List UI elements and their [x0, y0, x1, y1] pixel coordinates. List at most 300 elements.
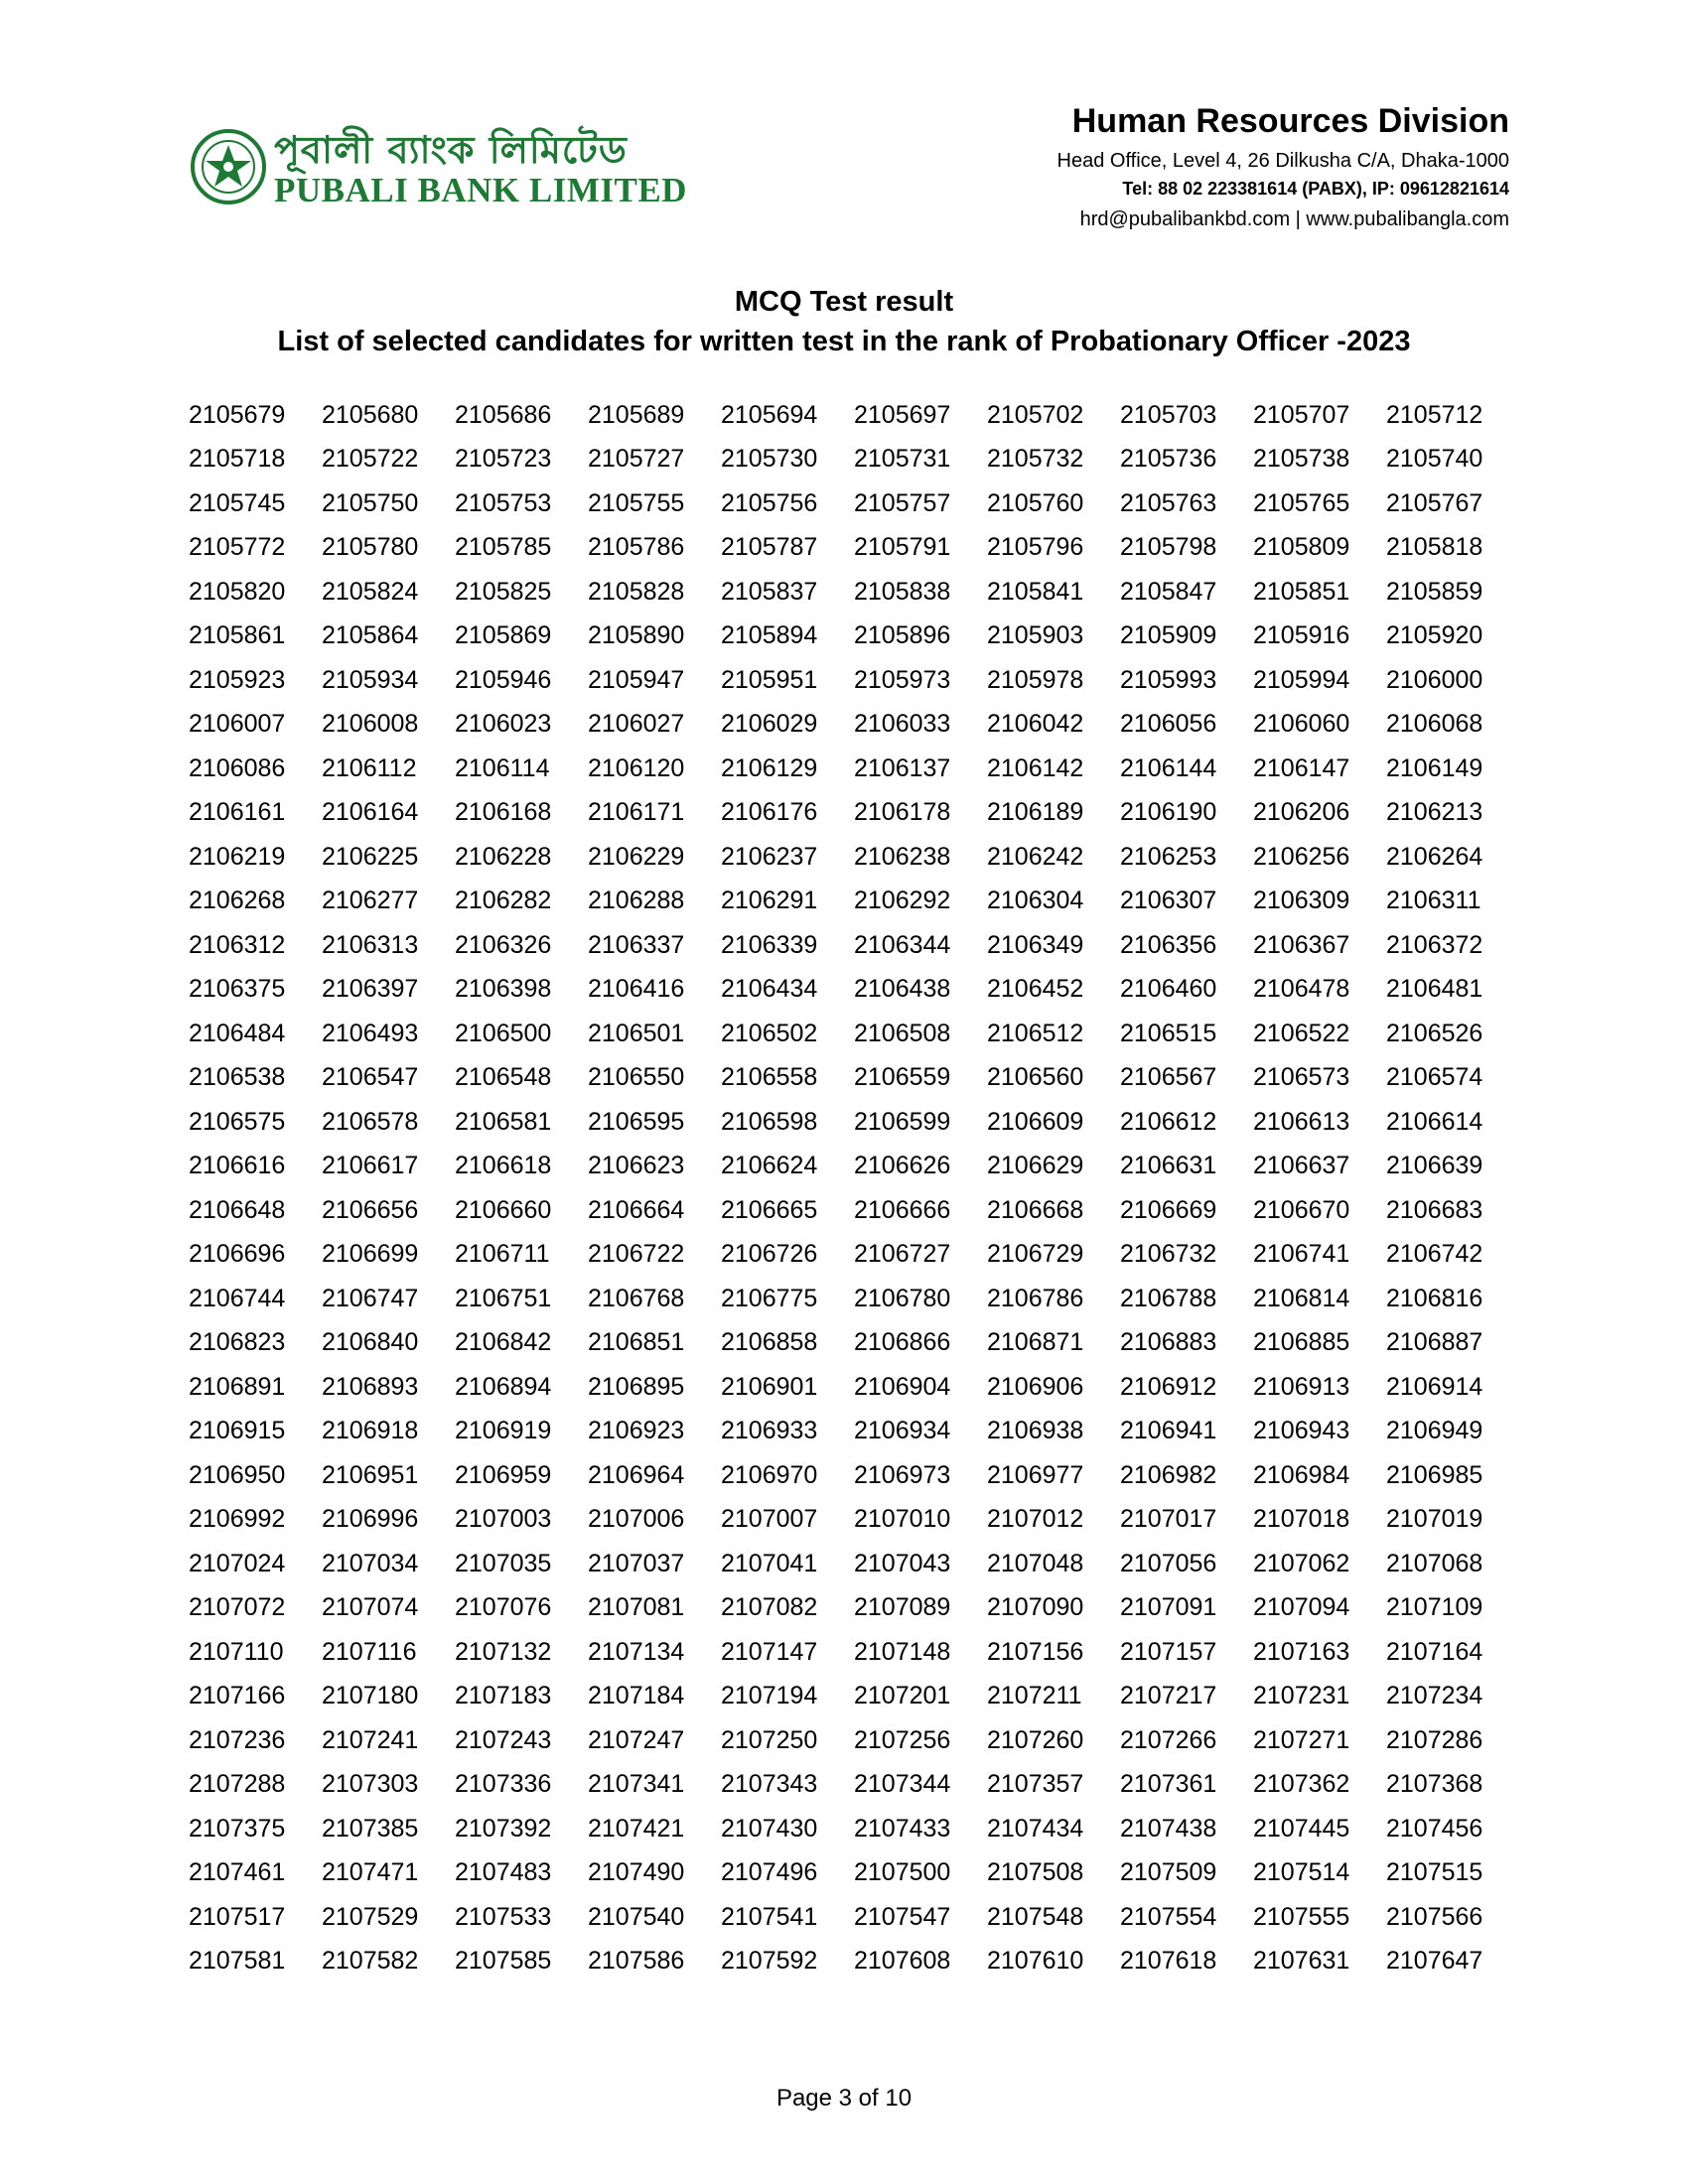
roll-number: 2106526 [1386, 1019, 1483, 1047]
roll-number: 2107062 [1253, 1549, 1350, 1577]
roll-number: 2105946 [455, 665, 552, 694]
roll-number: 2106337 [588, 930, 685, 959]
roll-number: 2107241 [322, 1725, 419, 1754]
roll-number: 2107164 [1386, 1637, 1483, 1666]
roll-number: 2106213 [1386, 798, 1483, 827]
roll-number: 2107456 [1386, 1814, 1483, 1843]
roll-number: 2105859 [1386, 577, 1483, 606]
candidate-roll-grid [189, 393, 1519, 1983]
roll-number: 2106669 [1120, 1195, 1217, 1224]
roll-number: 2106883 [1120, 1328, 1217, 1357]
roll-number: 2105740 [1386, 445, 1483, 474]
roll-number: 2106548 [455, 1063, 552, 1092]
roll-number: 2106742 [1386, 1240, 1483, 1269]
roll-number: 2107134 [588, 1637, 685, 1666]
roll-number: 2106751 [455, 1284, 552, 1312]
roll-number: 2107068 [1386, 1549, 1483, 1577]
table-row [189, 1277, 1519, 1321]
roll-number: 2105712 [1386, 400, 1483, 429]
table-row [189, 1542, 1519, 1586]
roll-number: 2106943 [1253, 1417, 1350, 1445]
roll-number: 2106912 [1120, 1372, 1217, 1401]
roll-number: 2105767 [1386, 488, 1483, 517]
roll-number: 2107110 [189, 1637, 284, 1666]
roll-number: 2106631 [1120, 1152, 1217, 1180]
roll-number: 2106768 [588, 1284, 685, 1312]
roll-number: 2106934 [854, 1417, 951, 1445]
roll-number: 2106618 [455, 1152, 552, 1180]
roll-number: 2107610 [987, 1947, 1084, 1976]
roll-number: 2106242 [987, 842, 1084, 871]
roll-number: 2107234 [1386, 1682, 1483, 1710]
roll-number: 2106904 [854, 1372, 951, 1401]
roll-number: 2105702 [987, 400, 1084, 429]
roll-number: 2105841 [987, 577, 1084, 606]
roll-number: 2105718 [189, 445, 286, 474]
roll-number: 2106164 [322, 798, 419, 827]
roll-number: 2107445 [1253, 1814, 1350, 1843]
roll-number: 2105703 [1120, 400, 1217, 429]
table-row [189, 835, 1519, 880]
roll-number: 2105723 [455, 445, 552, 474]
roll-number: 2106176 [721, 798, 818, 827]
roll-number: 2106508 [854, 1019, 951, 1047]
roll-number: 2107148 [854, 1637, 951, 1666]
page-number: Page 3 of 10 [775, 2085, 913, 2112]
roll-number: 2105909 [1120, 621, 1217, 650]
table-row [189, 1586, 1519, 1631]
roll-number: 2106893 [322, 1372, 419, 1401]
roll-number: 2106914 [1386, 1372, 1483, 1401]
roll-number: 2107091 [1120, 1593, 1217, 1622]
roll-number: 2106933 [721, 1417, 818, 1445]
roll-number: 2107090 [987, 1593, 1084, 1622]
roll-number: 2107361 [1120, 1770, 1217, 1799]
roll-number: 2106550 [588, 1063, 685, 1092]
roll-number: 2107081 [588, 1593, 685, 1622]
roll-number: 2105903 [987, 621, 1084, 650]
roll-number: 2106304 [987, 887, 1084, 915]
division-name: Human Resources Division [1071, 102, 1509, 140]
roll-number: 2106866 [854, 1328, 951, 1357]
roll-number: 2106938 [987, 1417, 1084, 1445]
roll-number: 2106397 [322, 975, 419, 1004]
roll-number: 2106042 [987, 710, 1084, 739]
roll-number: 2107461 [189, 1858, 286, 1887]
roll-number: 2107647 [1386, 1947, 1483, 1976]
roll-number: 2105686 [455, 400, 552, 429]
roll-number: 2106452 [987, 975, 1084, 1004]
roll-number: 2106375 [189, 975, 286, 1004]
roll-number: 2105689 [588, 400, 685, 429]
roll-number: 2106949 [1386, 1417, 1483, 1445]
roll-number: 2106964 [588, 1460, 685, 1489]
roll-number: 2106288 [588, 887, 685, 915]
roll-number: 2106851 [588, 1328, 685, 1357]
roll-number: 2106171 [588, 798, 685, 827]
roll-number: 2107024 [189, 1549, 286, 1577]
roll-number: 2106623 [588, 1152, 685, 1180]
roll-number: 2107217 [1120, 1682, 1217, 1710]
roll-number: 2105791 [854, 533, 951, 562]
roll-number: 2105796 [987, 533, 1084, 562]
roll-number: 2106624 [721, 1152, 818, 1180]
roll-number: 2107043 [854, 1549, 951, 1577]
roll-number: 2106309 [1253, 887, 1350, 915]
roll-number: 2107529 [322, 1902, 419, 1931]
roll-number: 2107156 [987, 1637, 1084, 1666]
roll-number: 2105923 [189, 665, 286, 694]
table-row [189, 1807, 1519, 1851]
roll-number: 2106060 [1253, 710, 1350, 739]
roll-number: 2107303 [322, 1770, 419, 1799]
table-row [189, 570, 1519, 614]
roll-number: 2107357 [987, 1770, 1084, 1799]
roll-number: 2105738 [1253, 445, 1350, 474]
roll-number: 2106992 [189, 1505, 286, 1534]
roll-number: 2107433 [854, 1814, 951, 1843]
roll-number: 2106573 [1253, 1063, 1350, 1092]
roll-number: 2107517 [189, 1902, 286, 1931]
roll-number: 2107183 [455, 1682, 552, 1710]
roll-number: 2106891 [189, 1372, 286, 1401]
table-row [189, 1498, 1519, 1543]
roll-number: 2106029 [721, 710, 818, 739]
roll-number: 2106027 [588, 710, 685, 739]
roll-number: 2106515 [1120, 1019, 1217, 1047]
roll-number: 2105896 [854, 621, 951, 650]
table-row [189, 747, 1519, 791]
letterhead-info [1057, 99, 1509, 236]
roll-number: 2107430 [721, 1814, 818, 1843]
roll-number: 2107266 [1120, 1725, 1217, 1754]
roll-number: 2107392 [455, 1814, 552, 1843]
table-row [189, 1365, 1519, 1410]
roll-number: 2106626 [854, 1152, 951, 1180]
roll-number: 2106575 [189, 1107, 286, 1136]
roll-number: 2107586 [588, 1947, 685, 1976]
roll-number: 2107157 [1120, 1637, 1217, 1666]
table-row [189, 1410, 1519, 1454]
roll-number: 2106609 [987, 1107, 1084, 1136]
roll-number: 2106277 [322, 887, 419, 915]
roll-number: 2107592 [721, 1947, 818, 1976]
roll-number: 2106729 [987, 1240, 1084, 1269]
roll-number: 2107344 [854, 1770, 951, 1799]
roll-number: 2107089 [854, 1593, 951, 1622]
roll-number: 2106068 [1386, 710, 1483, 739]
roll-number: 2106501 [588, 1019, 685, 1047]
roll-number: 2105753 [455, 488, 552, 517]
roll-number: 2106913 [1253, 1372, 1350, 1401]
roll-number: 2106339 [721, 930, 818, 959]
roll-number: 2106147 [1253, 753, 1350, 782]
roll-number: 2106349 [987, 930, 1084, 959]
roll-number: 2106559 [854, 1063, 951, 1092]
roll-number: 2107582 [322, 1947, 419, 1976]
roll-number: 2106372 [1386, 930, 1483, 959]
roll-number: 2106558 [721, 1063, 818, 1092]
roll-number: 2106500 [455, 1019, 552, 1047]
roll-number: 2106726 [721, 1240, 818, 1269]
roll-number: 2106982 [1120, 1460, 1217, 1489]
roll-number: 2105757 [854, 488, 951, 517]
roll-number: 2106595 [588, 1107, 685, 1136]
roll-number: 2106219 [189, 842, 286, 871]
roll-number: 2107608 [854, 1947, 951, 1976]
roll-number: 2106292 [854, 887, 951, 915]
roll-number: 2105679 [189, 400, 286, 429]
roll-number: 2107007 [721, 1505, 818, 1534]
table-row [189, 438, 1519, 482]
roll-number: 2106161 [189, 798, 286, 827]
roll-number: 2106599 [854, 1107, 951, 1136]
roll-number: 2106008 [322, 710, 419, 739]
table-row [189, 658, 1519, 703]
roll-number: 2105760 [987, 488, 1084, 517]
roll-number: 2106256 [1253, 842, 1350, 871]
roll-number: 2106313 [322, 930, 419, 959]
roll-number: 2107236 [189, 1725, 286, 1754]
table-row [189, 393, 1519, 438]
roll-number: 2105951 [721, 665, 818, 694]
roll-number: 2107271 [1253, 1725, 1350, 1754]
roll-number: 2106356 [1120, 930, 1217, 959]
roll-number: 2105920 [1386, 621, 1483, 650]
roll-number: 2106711 [455, 1240, 550, 1269]
table-row [189, 614, 1519, 659]
roll-number: 2107194 [721, 1682, 818, 1710]
page-title: MCQ Test result [734, 286, 954, 318]
roll-number: 2106567 [1120, 1063, 1217, 1092]
roll-number: 2106977 [987, 1460, 1084, 1489]
roll-number: 2106840 [322, 1328, 419, 1357]
roll-number: 2107490 [588, 1858, 685, 1887]
roll-number: 2105707 [1253, 400, 1350, 429]
roll-number: 2106056 [1120, 710, 1217, 739]
roll-number: 2106959 [455, 1460, 552, 1489]
telephone: Tel: 88 02 223381614 (PABX), IP: 09612821614 [1122, 179, 1509, 199]
roll-number: 2107074 [322, 1593, 419, 1622]
roll-number: 2106522 [1253, 1019, 1350, 1047]
roll-number: 2106612 [1120, 1107, 1217, 1136]
roll-number: 2105731 [854, 445, 951, 474]
roll-number: 2105934 [322, 665, 419, 694]
roll-number: 2106871 [987, 1328, 1084, 1357]
roll-number: 2106970 [721, 1460, 818, 1489]
bank-emblem-icon [189, 117, 268, 216]
roll-number: 2105864 [322, 621, 419, 650]
roll-number: 2106973 [854, 1460, 951, 1489]
roll-number: 2106484 [189, 1019, 286, 1047]
roll-number: 2106660 [455, 1195, 552, 1224]
table-row [189, 1012, 1519, 1056]
roll-number: 2105861 [189, 621, 286, 650]
roll-number: 2107256 [854, 1725, 951, 1754]
roll-number: 2106614 [1386, 1107, 1483, 1136]
roll-number: 2107132 [455, 1637, 552, 1666]
roll-number: 2106137 [854, 753, 951, 782]
roll-number: 2107012 [987, 1505, 1084, 1534]
table-row [189, 1453, 1519, 1498]
roll-number: 2107034 [322, 1549, 419, 1577]
roll-number: 2106000 [1386, 665, 1483, 694]
roll-number: 2107541 [721, 1902, 818, 1931]
roll-number: 2105838 [854, 577, 951, 606]
roll-number: 2107288 [189, 1770, 286, 1799]
roll-number: 2107035 [455, 1549, 552, 1577]
roll-number: 2106225 [322, 842, 419, 871]
roll-number: 2106326 [455, 930, 552, 959]
roll-number: 2106895 [588, 1372, 685, 1401]
table-row [189, 481, 1519, 526]
table-row [189, 791, 1519, 836]
roll-number: 2105894 [721, 621, 818, 650]
roll-number: 2107566 [1386, 1902, 1483, 1931]
roll-number: 2105994 [1253, 665, 1350, 694]
roll-number: 2106547 [322, 1063, 419, 1092]
roll-number: 2106788 [1120, 1284, 1217, 1312]
page-subtitle: List of selected candidates for written test in the rank of Probationary Officer -2023 [277, 326, 1411, 357]
roll-number: 2107438 [1120, 1814, 1217, 1843]
roll-number: 2107247 [588, 1725, 685, 1754]
roll-number: 2106639 [1386, 1152, 1483, 1180]
roll-number: 2106950 [189, 1460, 286, 1489]
roll-number: 2106120 [588, 753, 685, 782]
roll-number: 2107336 [455, 1770, 552, 1799]
roll-number: 2107362 [1253, 1770, 1350, 1799]
roll-number: 2106114 [455, 753, 550, 782]
roll-number: 2106581 [455, 1107, 552, 1136]
roll-number: 2107515 [1386, 1858, 1483, 1887]
roll-number: 2106190 [1120, 798, 1217, 827]
roll-number: 2106493 [322, 1019, 419, 1047]
roll-number: 2107631 [1253, 1947, 1350, 1976]
roll-number: 2105993 [1120, 665, 1217, 694]
roll-number: 2106985 [1386, 1460, 1483, 1489]
roll-number: 2106842 [455, 1328, 552, 1357]
roll-number: 2106984 [1253, 1460, 1350, 1489]
roll-number: 2106460 [1120, 975, 1217, 1004]
title-block [0, 282, 1688, 361]
roll-number: 2106823 [189, 1328, 286, 1357]
roll-number: 2107385 [322, 1814, 419, 1843]
roll-number: 2107547 [854, 1902, 951, 1931]
roll-number: 2106901 [721, 1372, 818, 1401]
roll-number: 2107056 [1120, 1549, 1217, 1577]
roll-number: 2106253 [1120, 842, 1217, 871]
roll-number: 2106142 [987, 753, 1084, 782]
roll-number: 2106268 [189, 887, 286, 915]
roll-number: 2106112 [322, 753, 417, 782]
roll-number: 2107166 [189, 1682, 286, 1710]
roll-number: 2106629 [987, 1152, 1084, 1180]
roll-number: 2105825 [455, 577, 552, 606]
roll-number: 2106732 [1120, 1240, 1217, 1269]
roll-number: 2106312 [189, 930, 286, 959]
roll-number: 2107286 [1386, 1725, 1483, 1754]
table-row [189, 1100, 1519, 1145]
table-row [189, 923, 1519, 968]
table-row [189, 1675, 1519, 1719]
roll-number: 2107375 [189, 1814, 286, 1843]
roll-number: 2106722 [588, 1240, 685, 1269]
roll-number: 2106282 [455, 887, 552, 915]
table-row [189, 880, 1519, 924]
roll-number: 2105837 [721, 577, 818, 606]
table-row [189, 968, 1519, 1013]
roll-number: 2105787 [721, 533, 818, 562]
roll-number: 2107581 [189, 1947, 286, 1976]
roll-number: 2107180 [322, 1682, 419, 1710]
roll-number: 2106178 [854, 798, 951, 827]
roll-number: 2106665 [721, 1195, 818, 1224]
roll-number: 2106434 [721, 975, 818, 1004]
roll-number: 2106291 [721, 887, 818, 915]
roll-number: 2107072 [189, 1593, 286, 1622]
roll-number: 2107500 [854, 1858, 951, 1887]
roll-number: 2106741 [1253, 1240, 1350, 1269]
roll-number: 2106481 [1386, 975, 1483, 1004]
roll-number: 2107041 [721, 1549, 818, 1577]
roll-number: 2106670 [1253, 1195, 1350, 1224]
roll-number: 2106699 [322, 1240, 419, 1269]
roll-number: 2106237 [721, 842, 818, 871]
roll-number: 2106780 [854, 1284, 951, 1312]
office-address: Head Office, Level 4, 26 Dilkusha C/A, Dhaka-1000 [1056, 150, 1509, 172]
roll-number: 2107243 [455, 1725, 552, 1754]
table-row [189, 1851, 1519, 1896]
roll-number: 2107147 [721, 1637, 818, 1666]
roll-number: 2106617 [322, 1152, 419, 1180]
roll-number: 2107037 [588, 1549, 685, 1577]
roll-number: 2106033 [854, 710, 951, 739]
roll-number: 2107250 [721, 1725, 818, 1754]
roll-number: 2107533 [455, 1902, 552, 1931]
roll-number: 2106744 [189, 1284, 286, 1312]
roll-number: 2107508 [987, 1858, 1084, 1887]
roll-number: 2107116 [322, 1637, 417, 1666]
roll-number: 2107585 [455, 1947, 552, 1976]
roll-number: 2106264 [1386, 842, 1483, 871]
roll-number: 2105890 [588, 621, 685, 650]
roll-number: 2106915 [189, 1417, 286, 1445]
roll-number: 2106918 [322, 1417, 419, 1445]
contact-links: hrd@pubalibankbd.com | www.pubalibangla.com [1079, 208, 1509, 230]
roll-number: 2105694 [721, 400, 818, 429]
roll-number: 2105828 [588, 577, 685, 606]
roll-number: 2106438 [854, 975, 951, 1004]
roll-number: 2106560 [987, 1063, 1084, 1092]
roll-number: 2106858 [721, 1328, 818, 1357]
table-row [189, 1188, 1519, 1233]
roll-number: 2107554 [1120, 1902, 1217, 1931]
roll-number: 2106307 [1120, 887, 1217, 915]
roll-number: 2106168 [455, 798, 552, 827]
roll-number: 2106023 [455, 710, 552, 739]
roll-number: 2105798 [1120, 533, 1217, 562]
roll-number: 2106923 [588, 1417, 685, 1445]
roll-number: 2105818 [1386, 533, 1483, 562]
roll-number: 2106727 [854, 1240, 951, 1269]
roll-number: 2105722 [322, 445, 419, 474]
table-row [189, 1940, 1519, 1984]
roll-number: 2106894 [455, 1372, 552, 1401]
roll-number: 2107010 [854, 1505, 951, 1534]
roll-number: 2107201 [854, 1682, 951, 1710]
roll-number: 2105727 [588, 445, 685, 474]
roll-number: 2107471 [322, 1858, 419, 1887]
